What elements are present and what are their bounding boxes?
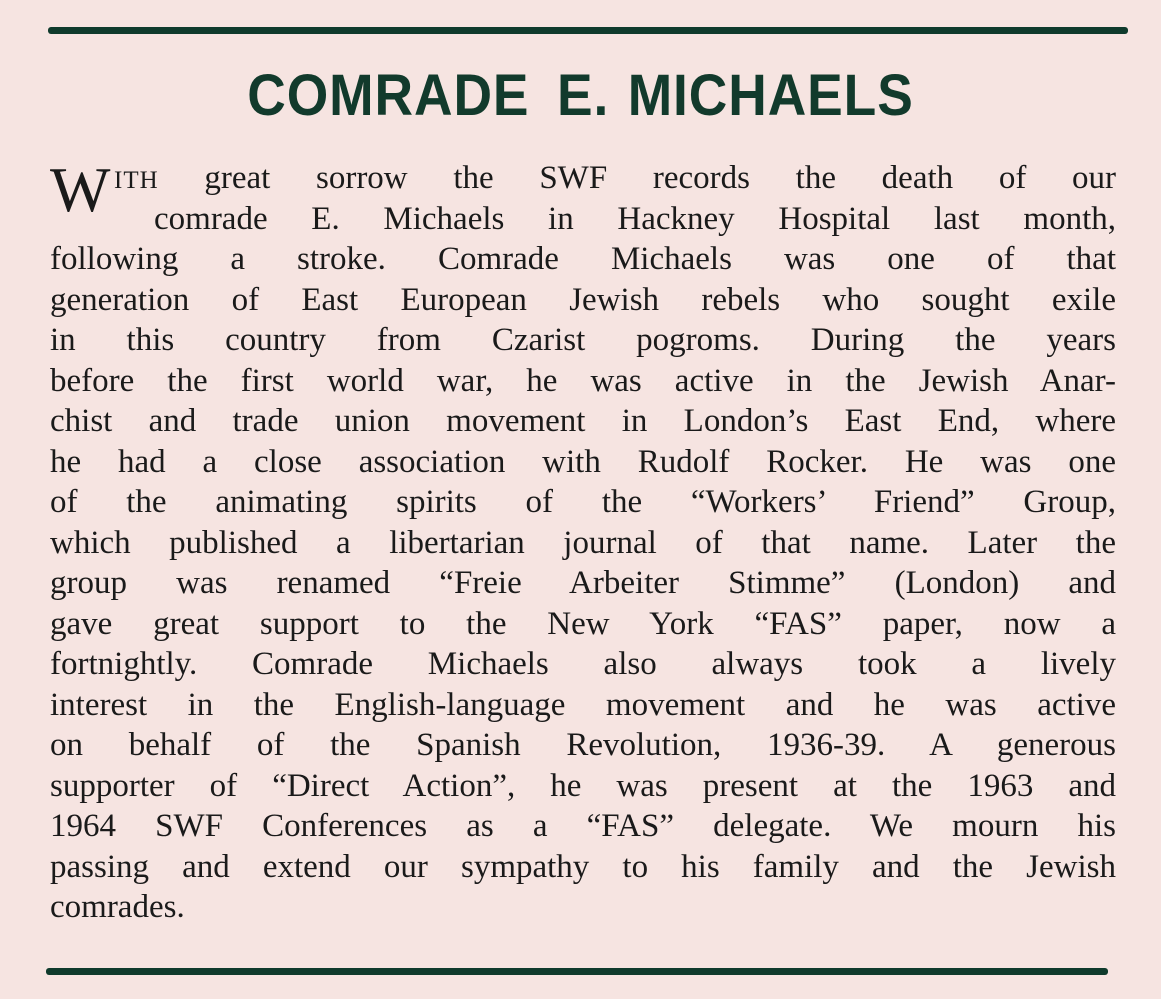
top-rule bbox=[48, 27, 1128, 34]
article-line: which published a libertarian journal of that name. Later the bbox=[50, 524, 1116, 561]
article-line: of the animating spirits of the “Workers’ Friend” Group, bbox=[50, 484, 1116, 520]
article-first-line bbox=[114, 158, 1116, 199]
bottom-rule bbox=[46, 968, 1108, 975]
article-line: before the first world war, he was active in the Jewish Anar- bbox=[50, 362, 1116, 399]
article-line: comrades. bbox=[50, 889, 185, 925]
first-line-rest: great sorrow the SWF records the death of our bbox=[158, 160, 1116, 196]
article-line: interest in the English-language movement and he was active bbox=[50, 686, 1116, 723]
article-line: group was renamed “Freie Arbeiter Stimme” (London) and bbox=[50, 565, 1116, 601]
headline-word-1: COMRADE bbox=[247, 63, 530, 128]
drop-cap: W bbox=[50, 154, 111, 225]
article-line: he had a close association with Rudolf Rocker. He was one bbox=[50, 443, 1116, 480]
article-line: 1964 SWF Conferences as a “FAS” delegate. We mourn his bbox=[50, 808, 1116, 844]
obituary-article bbox=[50, 154, 1116, 928]
headline-word-3: MICHAELS bbox=[627, 63, 914, 128]
headline-word-2: E. bbox=[557, 63, 610, 128]
article-line: chist and trade union movement in London’s East End, where bbox=[50, 403, 1116, 439]
article-line: fortnightly. Comrade Michaels also always took a lively bbox=[50, 646, 1116, 682]
article-line: in this country from Czarist pogroms. During the years bbox=[50, 322, 1116, 358]
article-line: following a stroke. Comrade Michaels was one of that bbox=[50, 241, 1116, 277]
article-line: gave great support to the New York “FAS” paper, now a bbox=[50, 605, 1116, 642]
article-line: comrade E. Michaels in Hackney Hospital last month, bbox=[154, 200, 1116, 237]
article-line: supporter of “Direct Action”, he was present at the 1963 and bbox=[50, 767, 1116, 804]
article-line: on behalf of the Spanish Revolution, 1936-39. A generous bbox=[50, 727, 1116, 763]
first-line-smallcaps: ITH bbox=[114, 167, 159, 194]
obituary-headline bbox=[46, 58, 1114, 134]
article-line: passing and extend our sympathy to his family and the Jewish bbox=[50, 848, 1116, 885]
article-line: generation of East European Jewish rebels who sought exile bbox=[50, 281, 1116, 318]
